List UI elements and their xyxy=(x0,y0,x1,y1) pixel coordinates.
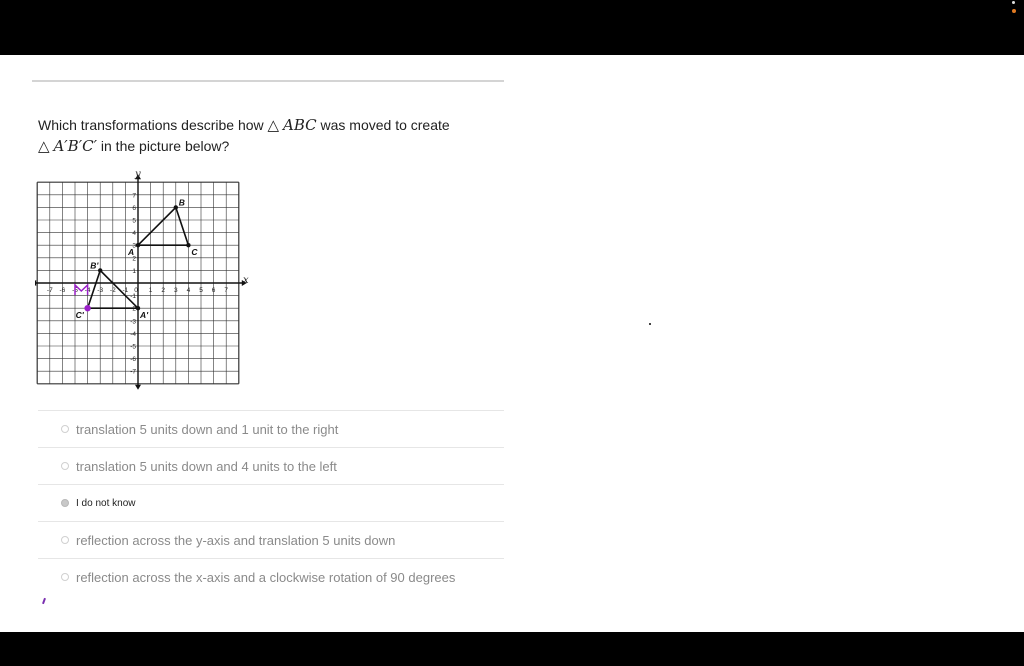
y-tick-label: 3 xyxy=(132,242,136,250)
question-page xyxy=(0,55,1024,632)
vertex-point xyxy=(174,205,178,209)
triangle-prime-name: A′B′C′ xyxy=(53,137,97,155)
x-tick-label: 1 xyxy=(148,287,153,294)
y-tick-label: 5 xyxy=(132,217,136,225)
vertex-point xyxy=(186,243,190,247)
radio-button-selected[interactable] xyxy=(61,499,69,507)
radio-button[interactable] xyxy=(61,462,69,470)
question-text xyxy=(38,115,508,157)
y-tick-label: -7 xyxy=(130,368,136,376)
y-tick-label: -5 xyxy=(130,343,136,351)
x-tick-label: -2 xyxy=(109,287,116,294)
x-tick-label: -4 xyxy=(84,287,91,294)
y-tick-label: -2 xyxy=(130,305,136,313)
choice-1[interactable] xyxy=(38,447,504,484)
vertex-point xyxy=(136,243,140,247)
choice-2[interactable] xyxy=(38,484,504,521)
top-divider xyxy=(32,80,504,82)
vertex-label: A xyxy=(128,247,135,258)
x-tick-label: -3 xyxy=(97,287,104,294)
question-prefix: Which transformations describe how xyxy=(38,117,268,133)
choice-0[interactable] xyxy=(38,410,504,447)
x-tick-label: 2 xyxy=(161,287,166,294)
x-tick-label: 5 xyxy=(199,287,203,294)
highlight-dot xyxy=(84,305,90,311)
triangle-abc-name: ABC xyxy=(282,116,317,134)
y-tick-label: 6 xyxy=(132,204,136,212)
y-tick-label: 4 xyxy=(132,230,136,238)
y-tick-label: 1 xyxy=(132,267,136,275)
choice-label: reflection across the x-axis and a clockwise rotation of 90 degrees xyxy=(76,569,456,585)
axes xyxy=(35,174,247,390)
x-tick-label: -1 xyxy=(122,287,129,294)
recording-indicator-icon xyxy=(1012,9,1016,13)
choice-label: translation 5 units down and 1 unit to the right xyxy=(76,421,339,437)
question-suffix: in the picture below? xyxy=(97,138,230,154)
x-tick-label: -5 xyxy=(72,287,78,294)
triangle-symbol: △ xyxy=(267,116,280,134)
triangle-symbol-2: △ xyxy=(38,137,50,155)
question-middle: was moved to create xyxy=(316,117,450,133)
vertex-label: A' xyxy=(140,310,149,321)
x-tick-label: -6 xyxy=(59,287,66,294)
y-axis-arrow-down xyxy=(135,385,141,390)
y-axis-label: y xyxy=(135,170,141,180)
indicator-dot xyxy=(1012,1,1015,4)
x-axis-arrow-left xyxy=(35,280,36,286)
y-tick-label: -4 xyxy=(130,330,136,338)
vertex-label: C xyxy=(191,247,198,258)
y-tick-label: -6 xyxy=(130,356,136,364)
vertex-label: B' xyxy=(90,260,99,271)
triangles xyxy=(76,197,199,320)
bottom-bar xyxy=(0,632,1024,666)
choice-label: reflection across the y-axis and translation 5 units down xyxy=(76,532,396,548)
answer-choices xyxy=(38,410,504,595)
choice-label: translation 5 units down and 4 units to the left xyxy=(76,458,337,474)
choice-label: I do not know xyxy=(76,497,136,509)
radio-button[interactable] xyxy=(61,425,69,433)
x-tick-label: -7 xyxy=(46,287,53,294)
pen-mark xyxy=(42,598,46,604)
vertex-label: B xyxy=(178,197,185,208)
coordinate-graph xyxy=(35,170,255,390)
radio-button[interactable] xyxy=(61,536,69,544)
y-tick-label: 2 xyxy=(132,255,136,263)
stray-mark xyxy=(649,323,651,325)
vertex-label: C' xyxy=(75,310,84,321)
x-tick-label: 3 xyxy=(173,287,178,294)
choice-3[interactable] xyxy=(38,521,504,558)
x-axis-label: x xyxy=(243,275,249,286)
top-bar xyxy=(0,0,1024,55)
x-tick-label: 4 xyxy=(186,287,191,294)
radio-button[interactable] xyxy=(61,573,69,581)
y-tick-label: -3 xyxy=(130,318,136,326)
y-tick-label: -1 xyxy=(130,293,136,301)
x-tick-label: 7 xyxy=(224,287,229,294)
choice-4[interactable] xyxy=(38,558,504,595)
x-tick-label: 6 xyxy=(211,287,216,294)
x-tick-label: 0 xyxy=(134,287,138,294)
y-tick-label: 7 xyxy=(132,192,136,200)
vertex-point xyxy=(98,268,102,272)
